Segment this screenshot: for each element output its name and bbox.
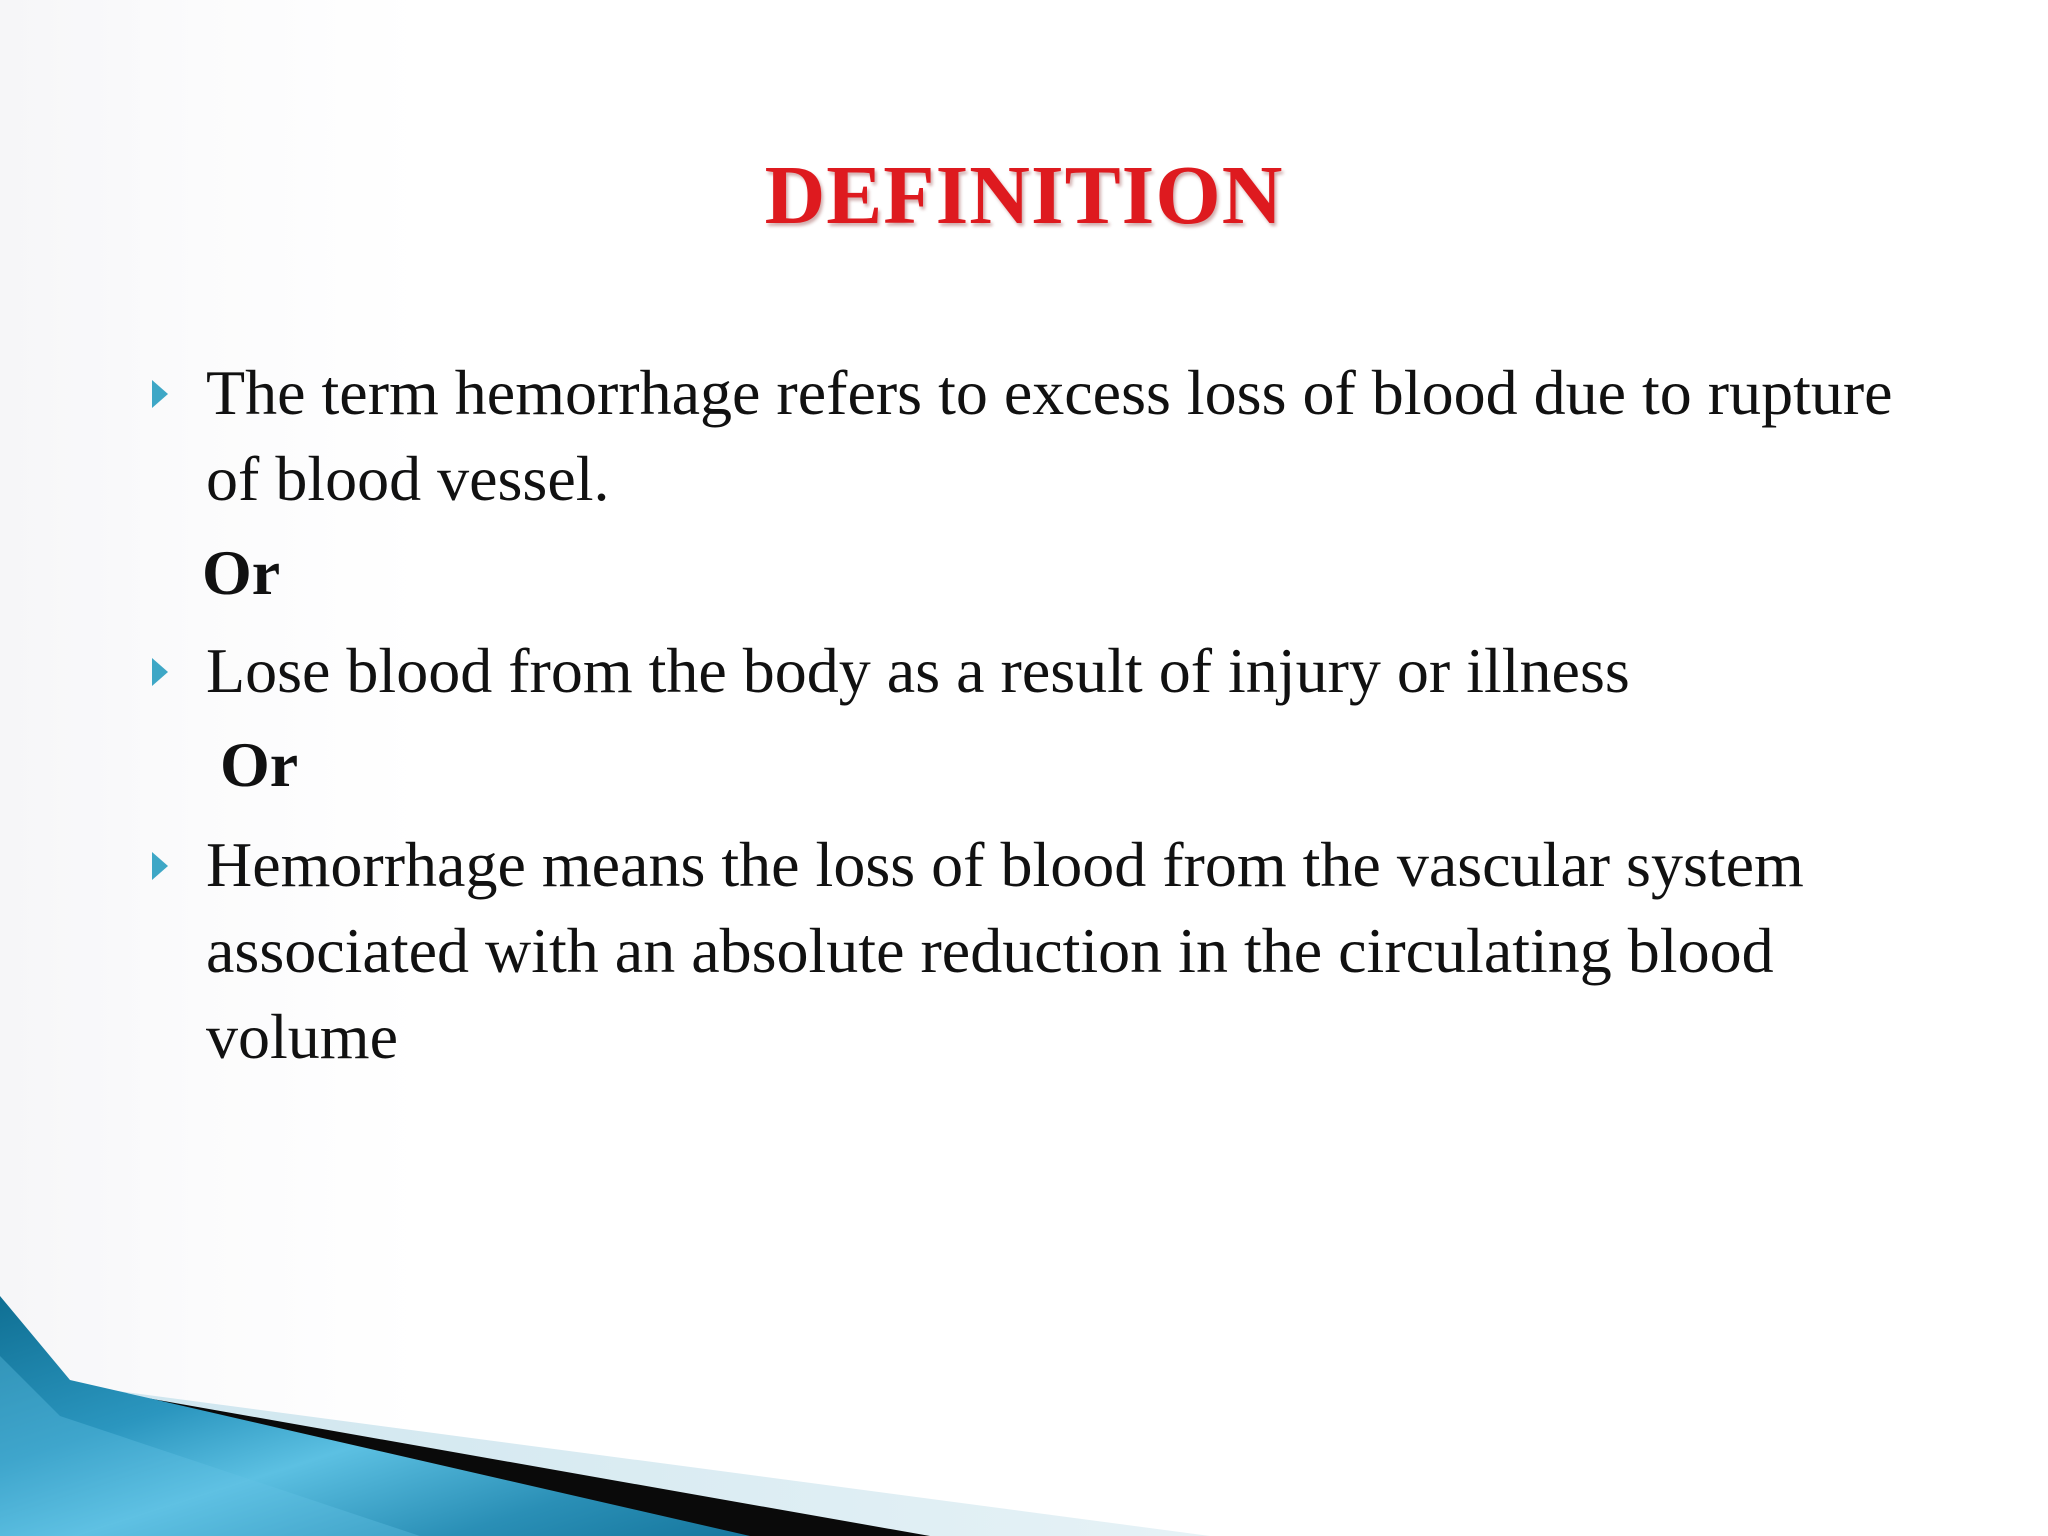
- triangle-right-icon: [152, 852, 168, 880]
- corner-swoosh-decoration: [0, 1296, 2048, 1536]
- bullet-text-1: The term hemorrhage refers to excess loss of blood due to rupture of blood vessel.: [206, 357, 1893, 514]
- bullet-text-3: Hemorrhage means the loss of blood from the vascular system associated with an absolute reduction in the circulating blood volume: [206, 829, 1804, 1072]
- bullet-text-2: Lose blood from the body as a result of injury or illness: [206, 635, 1630, 706]
- separator-or-2: Or: [220, 729, 299, 800]
- separator-or-1: Or: [202, 537, 281, 608]
- slide-title: DEFINITION: [764, 149, 1284, 242]
- triangle-right-icon: [152, 658, 168, 686]
- triangle-right-icon: [152, 380, 168, 408]
